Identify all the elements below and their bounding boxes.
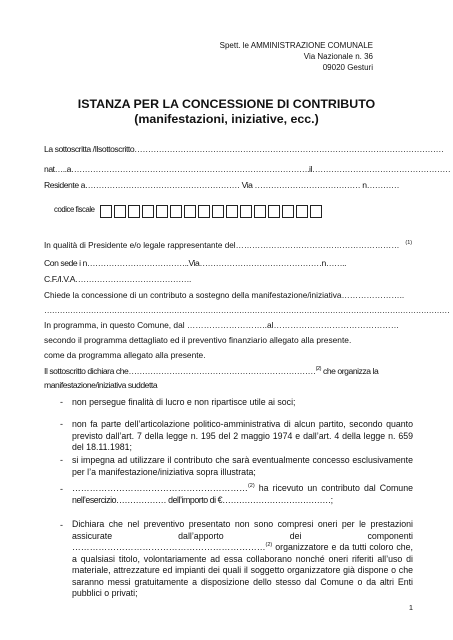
text-manifestazione: manifestazione/iniziativa suddetta <box>44 380 158 390</box>
field-sede: Con sede i n………………………………..Via………………………………………n…….. <box>44 258 347 268</box>
bullet-3-text: si impegna ad utilizzare il contributo che sarà eventualmente concesso esclusivamente per l’a manifestazione/iniziativa sopra illustrata; <box>72 455 413 477</box>
codice-fiscale-box[interactable] <box>128 205 140 218</box>
codice-fiscale-box[interactable] <box>156 205 168 218</box>
codice-fiscale-boxes <box>100 202 324 217</box>
field-dichiara: Il sottoscritto dichiara che……………………………………………………………$^{(2)}$ che organizza la <box>44 366 379 376</box>
field-presidente: In qualità di Presidente e/o legale rappresentante del…………………………………………………… $^{(1)}$ <box>44 240 413 250</box>
codice-fiscale-box[interactable] <box>254 205 266 218</box>
codice-fiscale-box[interactable] <box>296 205 308 218</box>
recipient-line-1: Spett. le AMMINISTRAZIONE COMUNALE <box>219 41 373 50</box>
codice-fiscale-box[interactable] <box>282 205 294 218</box>
dots-line: ………………………………………………………………………………………………………………………………………… <box>44 305 450 315</box>
field-nato: nat…..a…………………………………………………………………………….il…………………………………………… <box>44 164 451 174</box>
codice-fiscale-box[interactable] <box>100 205 112 218</box>
codice-fiscale-box[interactable] <box>226 205 238 218</box>
codice-fiscale-box[interactable] <box>212 205 224 218</box>
codice-fiscale-box[interactable] <box>198 205 210 218</box>
text-secondo: secondo il programma dettagliato ed il preventivo finanziario allegato alla presente. <box>44 335 352 345</box>
codice-fiscale-box[interactable] <box>170 205 182 218</box>
codice-fiscale-box[interactable] <box>268 205 280 218</box>
recipient-line-3: 09020 Gesturi <box>322 63 373 72</box>
field-programma: In programma, in questo Comune, dal ………………………..al……………………………………… <box>44 320 400 330</box>
bullet-5-text: Dichiara che nel preventivo presentato non sono compresi oneri per le prestazioni assicurate dall’apporto dei componenti …………………………………………………………$^{(2)}$ organizzatore e da tutti coloro che, a qualsiasi titolo, volontariamente ad essa collaborano nonché oneri riferiti all’uso di materiale, attrezzature ed impianti dei quali il soggetto organizzatore già dispone o che saranno messi gratuitamente a disposizione dello stesso dal Comune o da altri Enti pubblici o privati; <box>72 519 413 598</box>
bullet-3-marker: - <box>60 455 63 465</box>
codice-fiscale-box[interactable] <box>310 205 322 218</box>
document-subtitle: (manifestazioni, iniziative, ecc.) <box>134 112 319 126</box>
field-residente: Residente a………………………………………………… Via ………………………………… n………… <box>44 180 400 190</box>
field-cf-iva: C.F./I.V.A……………………………………. <box>44 274 191 284</box>
bullet-1-text: non persegue finalità di lucro e non ripartisce utile ai soci; <box>72 397 296 407</box>
page-number: 1 <box>408 603 413 612</box>
document-title: ISTANZA PER LA CONCESSIONE DI CONTRIBUTO <box>77 97 376 111</box>
codice-fiscale-box[interactable] <box>240 205 252 218</box>
recipient-address <box>220 40 373 73</box>
footnote-2: (2) <box>315 366 322 373</box>
codice-fiscale-label: codice fiscale <box>54 205 95 214</box>
text-come: come da programma allegato alla presente. <box>44 350 206 360</box>
bullet-2-text: non fa parte dell’articolazione politico-amministrativa di alcun partito, secondo quanto previsto dall’art. 7 della legge n. 195 del 2 maggio 1974 e dall’art. 4 della legge n. 659 del 18.11.1981; <box>72 419 413 452</box>
bullet-4-text-a: ……………………………………………………$^{(2)}$ ha ricevuto un contributo dal Comune <box>72 483 413 493</box>
bullet-1-marker: - <box>60 397 63 407</box>
codice-fiscale-box[interactable] <box>114 205 126 218</box>
footnote-1: (1) <box>405 240 413 247</box>
codice-fiscale-box[interactable] <box>184 205 196 218</box>
field-sottoscritta: La sottoscritta /Ilsottoscritto…………………………………………………………………………………………………… <box>44 144 444 154</box>
bullet-4-marker: - <box>60 484 63 494</box>
bullet-5-marker: - <box>60 520 63 530</box>
field-chiede: Chiede la concessione di un contributo a sostegno della manifestazione/iniziativa………………….. <box>44 290 405 300</box>
recipient-line-2: Via Nazionale n. 36 <box>303 52 373 61</box>
bullet-2-marker: - <box>60 419 63 429</box>
bullet-4-text-b: nell’esercizio……………… dell’importo di €…………………………………; <box>72 495 333 505</box>
codice-fiscale-box[interactable] <box>142 205 154 218</box>
